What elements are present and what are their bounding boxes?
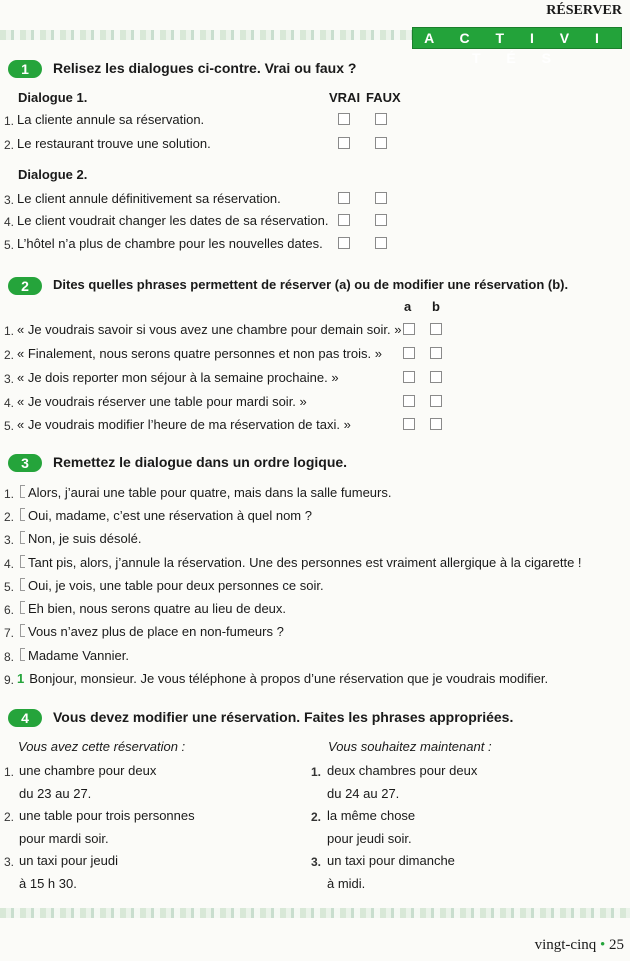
option-a-checkbox[interactable] bbox=[403, 347, 415, 359]
current-reservation-line: une table pour trois personnes bbox=[19, 808, 195, 823]
order-input[interactable] bbox=[20, 508, 25, 521]
dialogue-2-label: Dialogue 2. bbox=[18, 167, 88, 182]
order-input[interactable] bbox=[20, 578, 25, 591]
column-vrai: VRAI bbox=[329, 90, 361, 105]
dialogue-line: Eh bien, nous serons quatre au lieu de deux. bbox=[20, 601, 286, 616]
current-reservation-line: une chambre pour deux bbox=[19, 763, 157, 778]
item-number: 2. bbox=[4, 810, 15, 824]
vrai-checkbox[interactable] bbox=[338, 214, 350, 226]
exercise-3-instruction: Remettez le dialogue dans un ordre logique. bbox=[53, 454, 348, 470]
exercise-4-instruction: Vous devez modifier une réservation. Faites les phrases appropriées. bbox=[53, 709, 514, 725]
item-number: 3. bbox=[4, 855, 15, 869]
option-b-checkbox[interactable] bbox=[430, 418, 442, 430]
faux-checkbox[interactable] bbox=[375, 237, 387, 249]
item-number: 1. bbox=[4, 114, 15, 128]
order-input[interactable] bbox=[20, 485, 25, 498]
desired-change-line: à midi. bbox=[327, 876, 366, 891]
column-faux: FAUX bbox=[366, 90, 401, 105]
statement-text: Le client annule définitivement sa réservation. bbox=[17, 191, 281, 206]
desired-change-heading: Vous souhaitez maintenant : bbox=[328, 739, 492, 754]
statement-text: L’hôtel n’a plus de chambre pour les nouvelles dates. bbox=[17, 236, 323, 251]
item-number: 3. bbox=[311, 855, 322, 869]
option-a-checkbox[interactable] bbox=[403, 418, 415, 430]
dialogue-line: Tant pis, alors, j’annule la réservation. Une des personnes est vraiment allergique à la cigarette ! bbox=[20, 555, 582, 570]
phrase-text: « Je voudrais savoir si vous avez une chambre pour demain soir. » bbox=[17, 322, 402, 337]
item-number: 2. bbox=[4, 348, 15, 362]
column-b: b bbox=[432, 299, 440, 314]
item-number: 3. bbox=[4, 372, 15, 386]
item-number: 5. bbox=[4, 238, 15, 252]
dialogue-1-label: Dialogue 1. bbox=[18, 90, 88, 105]
desired-change-line: pour jeudi soir. bbox=[327, 831, 412, 846]
page-number: 25 bbox=[609, 937, 624, 953]
faux-checkbox[interactable] bbox=[375, 192, 387, 204]
current-reservation-line: du 23 au 27. bbox=[19, 786, 92, 801]
vrai-checkbox[interactable] bbox=[338, 137, 350, 149]
desired-change-line: un taxi pour dimanche bbox=[327, 853, 455, 868]
footer-bullet: • bbox=[599, 937, 606, 953]
item-number: 1. bbox=[4, 487, 15, 501]
dialogue-line: Vous n’avez plus de place en non-fumeurs ? bbox=[20, 624, 284, 639]
desired-change-line: la même chose bbox=[327, 808, 416, 823]
item-number: 8. bbox=[4, 650, 15, 664]
option-b-checkbox[interactable] bbox=[430, 323, 442, 335]
exercise-2-badge: 2 bbox=[8, 277, 42, 295]
option-b-checkbox[interactable] bbox=[430, 371, 442, 383]
item-number: 4. bbox=[4, 215, 15, 229]
page-number-word: vingt-cinq bbox=[534, 937, 597, 953]
statement-text: Le client voudrait changer les dates de sa réservation. bbox=[17, 213, 329, 228]
order-input[interactable] bbox=[20, 648, 25, 661]
decorative-band-bottom bbox=[0, 908, 630, 918]
option-a-checkbox[interactable] bbox=[403, 323, 415, 335]
desired-change-line: du 24 au 27. bbox=[327, 786, 400, 801]
statement-text: Le restaurant trouve une solution. bbox=[17, 136, 211, 151]
item-number: 1. bbox=[4, 324, 15, 338]
order-input[interactable] bbox=[20, 601, 25, 614]
item-number: 6. bbox=[4, 603, 15, 617]
exercise-1-badge: 1 bbox=[8, 60, 42, 78]
item-number: 3. bbox=[4, 193, 15, 207]
item-number: 2. bbox=[311, 810, 322, 824]
item-number: 1. bbox=[4, 765, 15, 779]
option-b-checkbox[interactable] bbox=[430, 395, 442, 407]
vrai-checkbox[interactable] bbox=[338, 113, 350, 125]
page-header-title: RÉSERVER bbox=[546, 3, 622, 18]
item-number: 9. bbox=[4, 673, 15, 687]
vrai-checkbox[interactable] bbox=[338, 237, 350, 249]
phrase-text: « Je dois reporter mon séjour à la semaine prochaine. » bbox=[17, 370, 339, 385]
option-a-checkbox[interactable] bbox=[403, 371, 415, 383]
item-number: 4. bbox=[4, 557, 15, 571]
faux-checkbox[interactable] bbox=[375, 137, 387, 149]
column-a: a bbox=[404, 299, 412, 314]
phrase-text: « Finalement, nous serons quatre personnes et non pas trois. » bbox=[17, 346, 382, 361]
current-reservation-line: pour mardi soir. bbox=[19, 831, 109, 846]
order-input[interactable] bbox=[20, 531, 25, 544]
faux-checkbox[interactable] bbox=[375, 113, 387, 125]
faux-checkbox[interactable] bbox=[375, 214, 387, 226]
desired-change-line: deux chambres pour deux bbox=[327, 763, 478, 778]
order-input[interactable] bbox=[20, 555, 25, 568]
exercise-4-badge: 4 bbox=[8, 709, 42, 727]
example-answer-mark: 1 bbox=[17, 671, 25, 686]
page-footer bbox=[535, 937, 624, 954]
exercise-2-instruction: Dites quelles phrases permettent de réserver (a) ou de modifier une réservation (b). bbox=[53, 277, 569, 292]
dialogue-line: Oui, madame, c’est une réservation à quel nom ? bbox=[20, 508, 312, 523]
item-number: 2. bbox=[4, 138, 15, 152]
section-tag-activites: A C T I V I T É S bbox=[412, 27, 622, 49]
item-number: 3. bbox=[4, 533, 15, 547]
statement-text: La cliente annule sa réservation. bbox=[17, 112, 205, 127]
current-reservation-line: un taxi pour jeudi bbox=[19, 853, 119, 868]
item-number: 1. bbox=[311, 765, 322, 779]
dialogue-line: Non, je suis désolé. bbox=[20, 531, 141, 546]
vrai-checkbox[interactable] bbox=[338, 192, 350, 204]
item-number: 2. bbox=[4, 510, 15, 524]
dialogue-line: Oui, je vois, une table pour deux personnes ce soir. bbox=[20, 578, 324, 593]
item-number: 4. bbox=[4, 396, 15, 410]
option-b-checkbox[interactable] bbox=[430, 347, 442, 359]
dialogue-line: Alors, j’aurai une table pour quatre, mais dans la salle fumeurs. bbox=[20, 485, 391, 500]
dialogue-line: 1 Bonjour, monsieur. Je vous téléphone à propos d’une réservation que je voudrais modifier. bbox=[17, 671, 549, 686]
order-input[interactable] bbox=[20, 624, 25, 637]
option-a-checkbox[interactable] bbox=[403, 395, 415, 407]
current-reservation-heading: Vous avez cette réservation : bbox=[18, 739, 186, 754]
decorative-band-top bbox=[0, 30, 412, 40]
exercise-1-instruction: Relisez les dialogues ci-contre. Vrai ou faux ? bbox=[53, 60, 357, 76]
phrase-text: « Je voudrais modifier l’heure de ma réservation de taxi. » bbox=[17, 417, 351, 432]
current-reservation-line: à 15 h 30. bbox=[19, 876, 77, 891]
phrase-text: « Je voudrais réserver une table pour mardi soir. » bbox=[17, 394, 307, 409]
item-number: 5. bbox=[4, 419, 15, 433]
exercise-3-badge: 3 bbox=[8, 454, 42, 472]
item-number: 7. bbox=[4, 626, 15, 640]
dialogue-line: Madame Vannier. bbox=[20, 648, 129, 663]
item-number: 5. bbox=[4, 580, 15, 594]
